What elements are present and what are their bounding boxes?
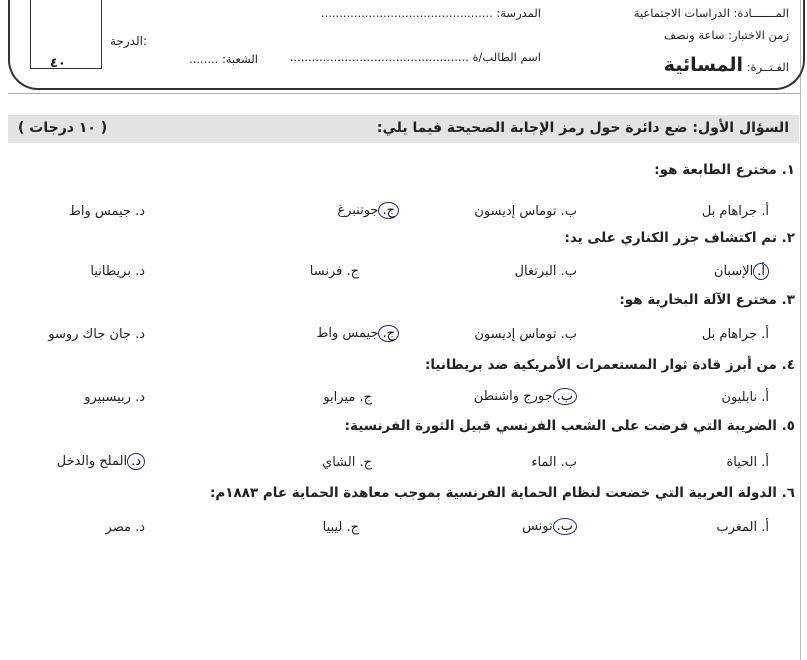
answer-circle: أ. <box>753 263 769 280</box>
school-field: المدرسة: ............................................... <box>320 6 541 20</box>
option-a: أ. المغرب <box>716 520 769 535</box>
option-a: أ. نابليون <box>721 390 769 405</box>
student-name-field: اسم الطالب/ة ................................................. <box>289 50 541 64</box>
option-c <box>316 325 399 342</box>
option-text: جوتنبرغ <box>337 203 379 218</box>
page-edge <box>800 0 801 660</box>
header-divider <box>8 93 801 94</box>
option-d: د. جيمس واط <box>68 204 145 219</box>
item-question: ٦. الدولة العربية التي خضعت لنظام الحماية الفرنسية بموجب معاهدة الحماية عام ١٨٨٣م: <box>209 485 795 501</box>
option-b: ب. توماس إديسون <box>474 204 577 219</box>
grade-value: ٤٠ <box>50 56 66 71</box>
option-text: جيمس واط <box>316 326 379 341</box>
option-c <box>337 202 399 219</box>
question-title: السؤال الأول: ضع دائرة حول رمز الإجابة الصحيحة فيما يلي: <box>376 120 789 136</box>
item-question: ٣. مخترع الآلة البخارية هو: <box>619 292 795 308</box>
answer-circle: ج. <box>378 325 399 342</box>
period-prefix: الفـتــرة: <box>746 60 789 74</box>
question-band <box>8 115 799 143</box>
answer-circle: ب. <box>553 518 577 535</box>
duration-line: زمن الاختبار: ساعة ونصف <box>664 28 789 42</box>
subject-line: المـــــــادة: الدراسات الاجتماعية <box>633 6 789 20</box>
answer-circle: ب. <box>553 388 577 405</box>
item-question: ٢. تم اكتشاف جزر الكناري على يد: <box>564 230 795 246</box>
option-c: ج. ميرابو <box>323 390 372 405</box>
option-d: د. ربيسبيرو <box>84 390 145 405</box>
grade-label: الدرجة: <box>110 34 147 48</box>
period-line <box>664 54 789 76</box>
option-b <box>474 388 577 405</box>
exam-header <box>8 0 805 90</box>
answer-circle: ج. <box>378 202 399 219</box>
period-name: المسائية <box>663 54 743 76</box>
grade-box <box>30 0 102 69</box>
item-question: ٥. الضريبة التي فرضت على الشعب الفرنسي قبيل الثورة الفرنسية: <box>344 418 795 434</box>
item-question: ١. مخترع الطابعة هو: <box>654 162 795 178</box>
option-a: أ. الحياة <box>726 455 769 470</box>
option-text: تونس <box>522 519 553 534</box>
option-text: الملح والدخل <box>56 454 128 469</box>
option-a: أ. جراهام بل <box>701 327 769 342</box>
option-b: ب. الماء <box>531 455 577 470</box>
option-d: د. جان جاك روسو <box>48 327 145 342</box>
option-a <box>714 263 769 280</box>
option-a: أ. جراهام بل <box>701 204 769 219</box>
option-b: ب. توماس إديسون <box>474 327 577 342</box>
option-c: ج. فرنسا <box>309 264 359 279</box>
answer-circle: د. <box>127 453 145 470</box>
option-c: ج. ليبيا <box>322 520 359 535</box>
option-c: ج. الشاي <box>322 455 372 470</box>
section-field: الشعبة: ........ <box>189 52 258 66</box>
item-question: ٤. من أبرز قادة ثوار المستعمرات الأمريكية ضد بريطانيا: <box>424 357 795 373</box>
option-text: الإسبان <box>713 264 754 279</box>
option-d: د. بريطانيا <box>90 264 145 279</box>
option-d: د. مصر <box>105 520 145 535</box>
option-d <box>57 453 145 470</box>
option-text: جورج واشنطن <box>473 389 553 404</box>
question-marks: ( ١٠ درجات ) <box>18 120 108 136</box>
option-b <box>522 518 577 535</box>
option-b: ب. البرتغال <box>514 264 577 279</box>
